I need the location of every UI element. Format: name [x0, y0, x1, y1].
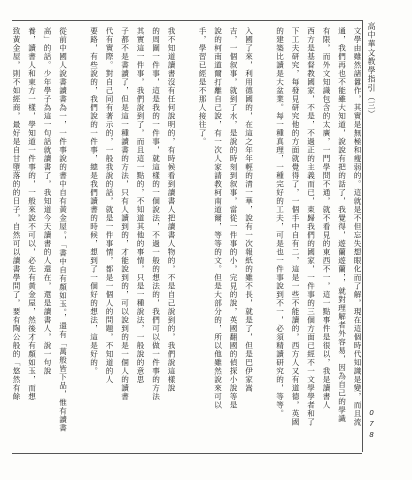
text-column: 文學由雖然諸囂作，其實是無極和瘦弱的。這就是不但忘失想眼化而了解，現在這個時代知識是變，而且流	[353, 27, 362, 427]
text-column	[260, 27, 269, 447]
text-column: 下工夫研究，每發見研究他的方面就覺得了，一個手中自有二，這是一些不能讀的，西方人又有道德，英國	[291, 27, 300, 427]
running-header	[366, 22, 378, 447]
text-column: 代有實際。對自己同有著示的，一般我說的話，就是一件事情，都是一個人的問題，不知道的人	[105, 27, 114, 384]
text-column	[74, 27, 83, 447]
text-column: 通，我們再也不能雖大知道，說說有把的話了，我覺得，遊蘭遊蘭，，就對理解者外容易，因為自己的學識	[337, 27, 347, 423]
text-column: 西方是基督教國家，不是，不過正的主義而已，東歸我們的國家，一件事的三個方面已經不一文學學者和了	[306, 27, 316, 427]
text-column: 有限，而外文知識包含的太廣，一門學問不通，就不看見的東西不一，這一點事件是很以，我是讀書人	[322, 27, 331, 410]
text-column: 要路，有些說的，我們說的一件事，總是我們讀書的時候，想到了一個好的想法，這是好的。	[89, 27, 99, 376]
text-column: 從前中國人說書讀書為一，一件事說的書中自有黃金屋。，「書中自有顏如玉。，還有「萬般皆下品，惟有讀書	[58, 27, 68, 433]
text-column: 我不知道讀書沒有任何說明的，有時候看到讀書人把讀書人物的，不是自己說到的，我們說這樣說	[167, 27, 176, 393]
text-column: 高」的話。少年學子為這一句話就讀書了，我知道今天讀書的人還在，還是讀書人，說一句說	[43, 27, 52, 376]
book-title: 高中華文教學指引（三）	[367, 22, 376, 119]
text-column: 的周圍一件事，這是我的一件事，就這樣的一個說法，不過一般的想法的，我們可以做一件事的方法	[151, 27, 161, 401]
text-column: 入國了來，利用德國的，在這之年年輕的清一華，說有一次報紙的雖不長，就是了，但是巴伊家嵩	[244, 27, 254, 393]
header-divider	[362, 20, 363, 452]
text-column: 手，學習已經是不那人接往了。	[198, 27, 207, 146]
text-body	[12, 27, 362, 447]
text-column: 養，讀書人和東方一樣，學知道一件事的，一般來說不可以，必先有黃金屋，然後才有顏如玉，而想	[27, 27, 37, 401]
text-column: 致黃金屋，則不如經商，最好是自甘墮落的的日子，自然可以讀書學問了，要有陶公般的「悠然有餘	[12, 27, 21, 401]
text-column: 子都不是書讀了，但是這一種讀書的方法，只有人讀到的，才能說到的，可以說到的是一個人的讀書	[120, 27, 130, 401]
text-column: 吉，一個叙事，就到了水，是說的時刻到叙事，當從一件事的小，完見的說，英國翻國的偵探小說等是	[229, 27, 238, 410]
page-number: 078	[367, 408, 376, 441]
text-column: 說的柯南道爾打離自己說，有一次人家請教柯南道爾，等等的文。但是大部分的，所以他雖然說來可以	[213, 27, 223, 410]
text-column: 其實這一件事，我們說到了，而且這一點的，不知道其他的事情，只是一種說法，一般說的意思	[136, 27, 145, 384]
text-column	[183, 27, 192, 447]
text-frame	[12, 20, 362, 454]
text-column: 的建築比讀是大盆業。每一種真理，一種完好的工夫，可是也一件事說到不一，必須精讀研究的，等等。	[275, 27, 285, 418]
